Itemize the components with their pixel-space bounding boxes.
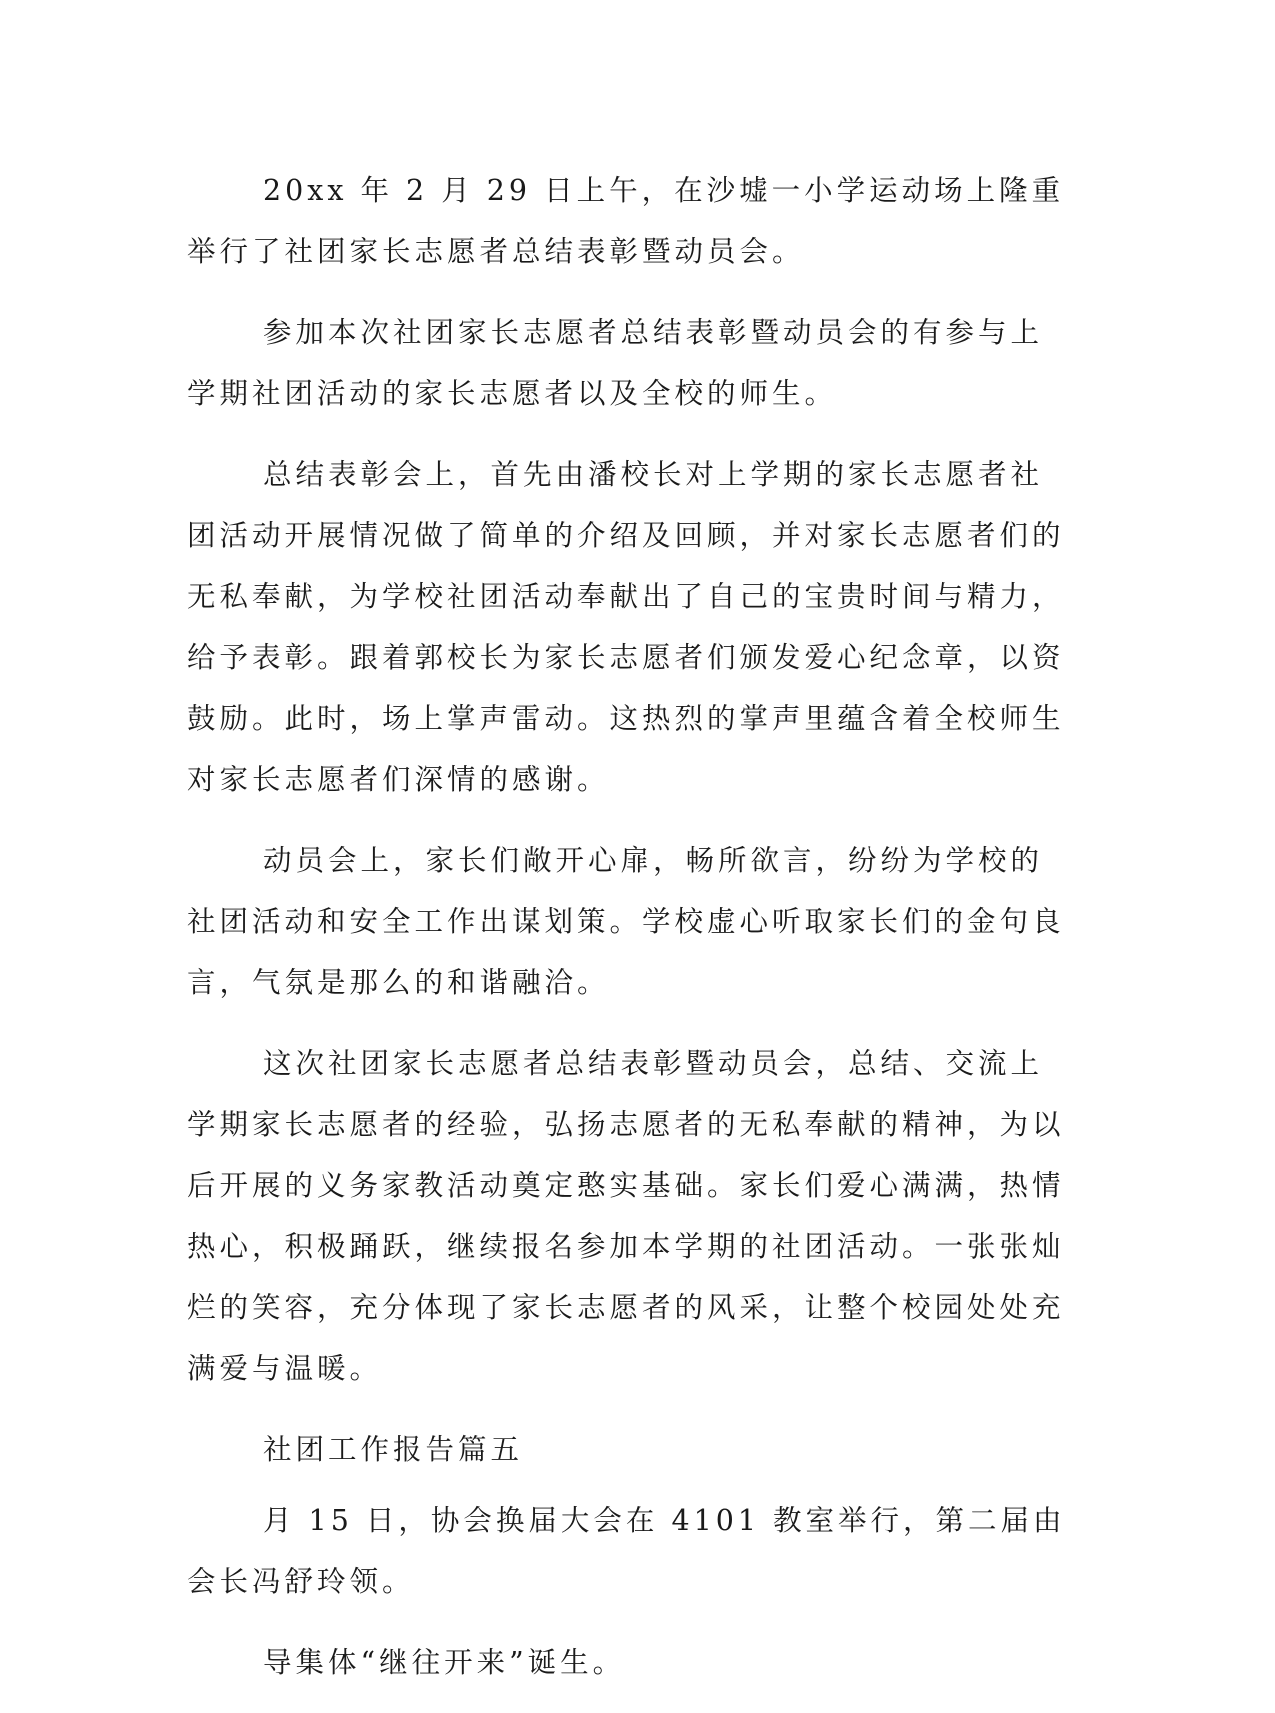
section-heading: 社团工作报告篇五 [263, 1433, 524, 1466]
paragraph-summary: 这次社团家长志愿者总结表彰暨动员会，总结、交流上学期家长志愿者的经验，弘扬志愿者的无私奉献的精神，为以后开展的义务家教活动奠定憨实基础。家长们爱心满满，热情热心，积极踊跃，继续报名参加本学期的社团活动。一张张灿烂的笑容，充分体现了家长志愿者的风采，让整个校园处处充满爱与温暖。 [187, 1047, 1065, 1385]
paragraph-leadership: 导集体“继往开来”诞生。 [263, 1646, 626, 1679]
paragraph-meeting-intro: 20xx 年 2 月 29 日上午，在沙墟一小学运动场上隆重举行了社团家长志愿者总结表彰暨动员会。 [187, 174, 1065, 268]
paragraph-attendees: 参加本次社团家长志愿者总结表彰暨动员会的有参与上学期社团活动的家长志愿者以及全校的师生。 [187, 316, 1044, 410]
document-body [187, 160, 1067, 1713]
paragraph-election: 月 15 日，协会换届大会在 4101 教室举行，第二届由会长冯舒玲领。 [187, 1504, 1066, 1598]
paragraph-mobilization: 动员会上，家长们敞开心扉，畅所欲言，纷纷为学校的社团活动和安全工作出谋划策。学校虚心听取家长们的金句良言，气氛是那么的和谐融洽。 [187, 844, 1065, 999]
paragraph-commendation: 总结表彰会上，首先由潘校长对上学期的家长志愿者社团活动开展情况做了简单的介绍及回顾，并对家长志愿者们的无私奉献，为学校社团活动奉献出了自己的宝贵时间与精力，给予表彰。跟着郭校长为家长志愿者们颁发爱心纪念章，以资鼓励。此时，场上掌声雷动。这热烈的掌声里蕴含着全校师生对家长志愿者们深情的感谢。 [187, 458, 1065, 796]
